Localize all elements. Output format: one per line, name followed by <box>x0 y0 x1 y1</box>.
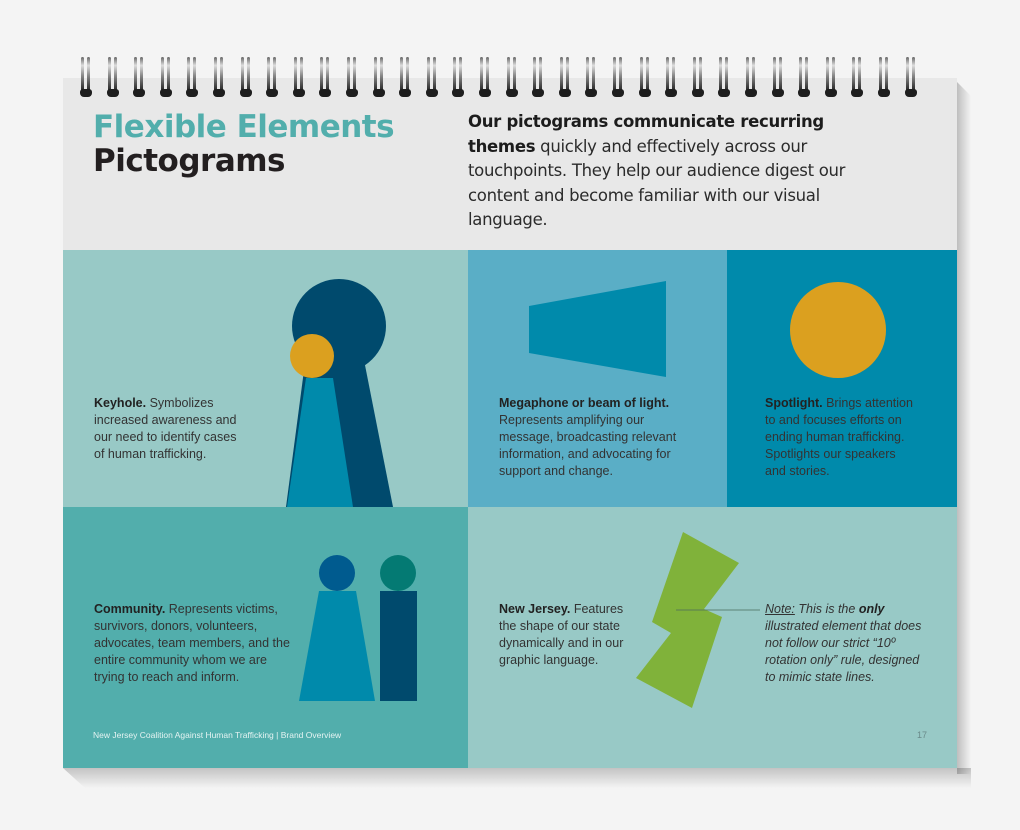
note-emphasis: only <box>858 602 885 616</box>
spiral-coil <box>319 57 331 99</box>
brochure-page <box>63 78 957 768</box>
section-title: Flexible Elements <box>93 109 395 145</box>
spiral-coil <box>718 57 730 99</box>
spiral-coil <box>240 57 252 99</box>
spotlight-text: Brings attention to and focuses efforts on ending human trafficking. Spotlights our speakers and stories. <box>765 396 913 478</box>
spiral-coil <box>665 57 677 99</box>
note-label: Note: <box>765 602 795 616</box>
megaphone-label: Megaphone or beam of light. <box>499 396 670 410</box>
spotlight-label: Spotlight. <box>765 396 823 410</box>
spiral-coil <box>293 57 305 99</box>
keyhole-description <box>94 395 244 463</box>
new-jersey-note <box>765 601 930 686</box>
page-shadow-bottom <box>63 768 971 788</box>
spiral-coil <box>186 57 198 99</box>
page-title: Pictograms <box>93 143 285 179</box>
spiral-coil <box>346 57 358 99</box>
community-description <box>94 601 294 686</box>
community-text: Represents victims, survivors, donors, volunteers, advocates, team members, and the entire community whom we are trying to reach and inform. <box>94 602 290 684</box>
megaphone-description <box>499 395 684 480</box>
spiral-coil <box>160 57 172 99</box>
page-header <box>63 78 957 250</box>
keyhole-icon <box>63 250 468 507</box>
spiral-coil <box>266 57 278 99</box>
intro-rest: quickly and effectively across our touchpoints. They help our audience digest our content and become familiar with our visual language. <box>468 136 846 229</box>
panel-new-jersey <box>468 507 957 768</box>
spiral-coil <box>798 57 810 99</box>
spiral-coil <box>692 57 704 99</box>
spiral-coil <box>772 57 784 99</box>
new-jersey-text: Features the shape of our state dynamically and in our graphic language. <box>499 602 624 667</box>
spiral-coil <box>479 57 491 99</box>
spiral-coil <box>745 57 757 99</box>
community-label: Community. <box>94 602 166 616</box>
spotlight-description <box>765 395 915 480</box>
spiral-coil <box>585 57 597 99</box>
spiral-coil <box>133 57 145 99</box>
panel-spotlight <box>727 250 957 507</box>
spiral-coil <box>878 57 890 99</box>
spiral-coil <box>506 57 518 99</box>
spiral-coil <box>612 57 624 99</box>
new-jersey-label: New Jersey. <box>499 602 571 616</box>
footer-text: New Jersey Coalition Against Human Trafficking | Brand Overview <box>93 730 342 740</box>
spiral-coil <box>373 57 385 99</box>
spiral-coil <box>426 57 438 99</box>
page-number: 17 <box>917 730 928 740</box>
spiral-coil <box>905 57 917 99</box>
page-shadow-right <box>957 82 971 774</box>
megaphone-text: Represents amplifying our message, broadcasting relevant information, and advocating for support and change. <box>499 413 677 478</box>
note-text-before: This is the <box>794 602 859 616</box>
note-text-after: illustrated element that does not follow our strict “10º rotation only” rule, designed to mimic state lines. <box>765 619 922 684</box>
spiral-coil <box>399 57 411 99</box>
intro-bold: Our pictograms communicate recurring themes <box>468 112 824 156</box>
spiral-coil <box>559 57 571 99</box>
intro-paragraph <box>468 110 888 233</box>
spiral-binding <box>80 57 940 99</box>
spiral-coil <box>213 57 225 99</box>
panel-keyhole <box>63 250 468 507</box>
spiral-coil <box>107 57 119 99</box>
panel-megaphone <box>468 250 727 507</box>
panel-community <box>63 507 468 768</box>
spiral-coil <box>851 57 863 99</box>
spiral-coil <box>80 57 92 99</box>
new-jersey-description <box>499 601 639 669</box>
keyhole-text: Symbolizes increased awareness and our need to identify cases of human trafficking. <box>94 396 237 461</box>
keyhole-label: Keyhole. <box>94 396 147 410</box>
spiral-coil <box>532 57 544 99</box>
spiral-coil <box>452 57 464 99</box>
spiral-coil <box>825 57 837 99</box>
spiral-coil <box>639 57 651 99</box>
